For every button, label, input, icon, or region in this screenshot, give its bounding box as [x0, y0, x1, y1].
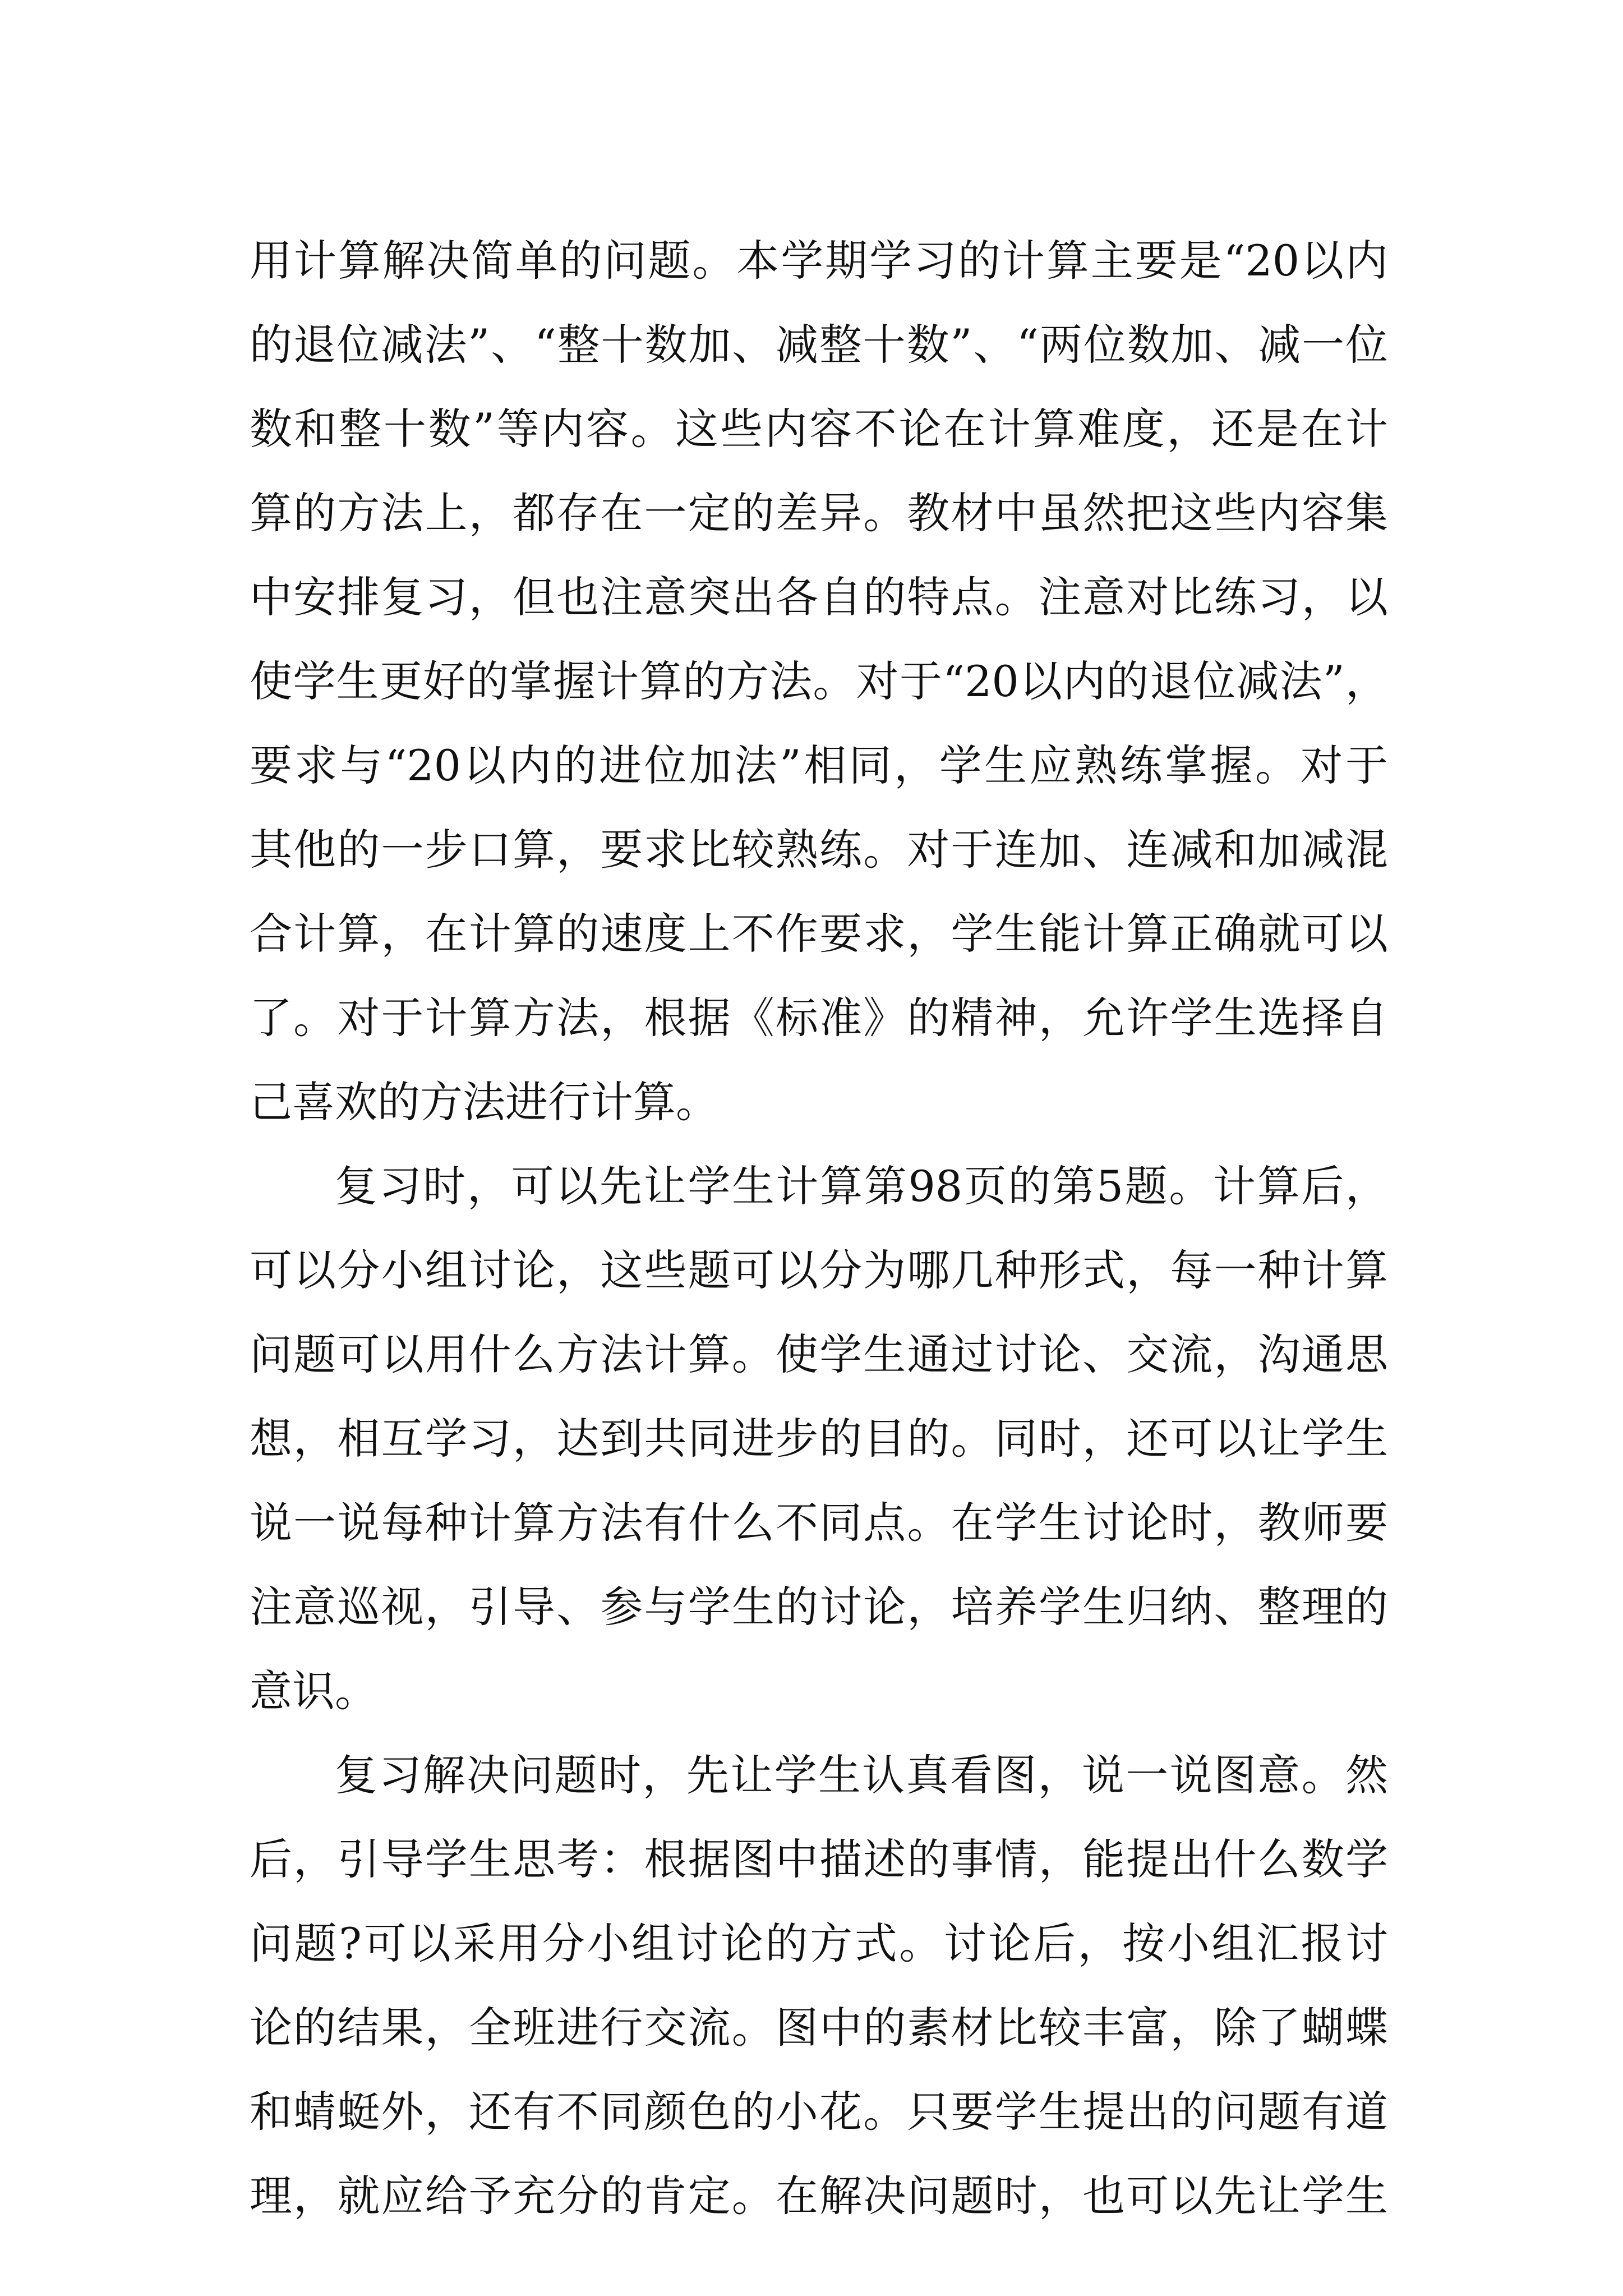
- text-line: 其他的一步口算，要求比较熟练。对于连加、连减和加减混: [250, 825, 1388, 875]
- text-line: 了。对于计算方法，根据《标准》的精神，允许学生选择自: [250, 993, 1388, 1043]
- text-line: 复习时，可以先让学生计算第98页的第5题。计算后，: [335, 1161, 1388, 1211]
- paragraph-1: [250, 219, 1388, 1144]
- text-line: 可以分小组讨论，这些题可以分为哪几种形式，每一种计算: [250, 1245, 1388, 1295]
- text-line: 要求与“20以内的进位加法”相同，学生应熟练掌握。对于: [250, 740, 1388, 790]
- text-line: 后，引导学生思考：根据图中描述的事情，能提出什么数学: [250, 1834, 1388, 1884]
- text-line: 说一说每种计算方法有什么不同点。在学生讨论时，教师要: [250, 1498, 1388, 1548]
- text-line: 的退位减法”、“整十数加、减整十数”、“两位数加、减一位: [250, 320, 1388, 370]
- body-text: [250, 219, 1388, 2238]
- text-line: 用计算解决简单的问题。本学期学习的计算主要是“20以内: [250, 236, 1388, 286]
- text-line: 意识。: [250, 1666, 377, 1716]
- text-line: 论的结果，全班进行交流。图中的素材比较丰富，除了蝴蝶: [250, 2003, 1388, 2053]
- text-line: 合计算，在计算的速度上不作要求，学生能计算正确就可以: [250, 909, 1388, 959]
- text-line: 问题?可以采用分小组讨论的方式。讨论后，按小组汇报讨: [250, 1918, 1388, 1968]
- text-line: 数和整十数”等内容。这些内容不论在计算难度，还是在计: [250, 404, 1388, 454]
- text-line: 理，就应给予充分的肯定。在解决问题时，也可以先让学生: [250, 2171, 1388, 2221]
- text-line: 想，相互学习，达到共同进步的目的。同时，还可以让学生: [250, 1414, 1388, 1464]
- text-line: 和蜻蜓外，还有不同颜色的小花。只要学生提出的问题有道: [250, 2087, 1388, 2137]
- text-line: 使学生更好的掌握计算的方法。对于“20以内的退位减法”，: [250, 656, 1388, 706]
- text-line: 己喜欢的方法进行计算。: [250, 1077, 718, 1127]
- paragraph-3: [250, 1733, 1388, 2238]
- text-line: 复习解决问题时，先让学生认真看图，说一说图意。然: [335, 1750, 1388, 1800]
- text-line: 中安排复习，但也注意突出各自的特点。注意对比练习，以: [250, 572, 1388, 622]
- text-line: 注意巡视，引导、参与学生的讨论，培养学生归纳、整理的: [250, 1582, 1388, 1632]
- paragraph-2: [250, 1144, 1388, 1733]
- text-line: 问题可以用什么方法计算。使学生通过讨论、交流，沟通思: [250, 1329, 1388, 1379]
- text-line: 算的方法上，都存在一定的差异。教材中虽然把这些内容集: [250, 488, 1388, 538]
